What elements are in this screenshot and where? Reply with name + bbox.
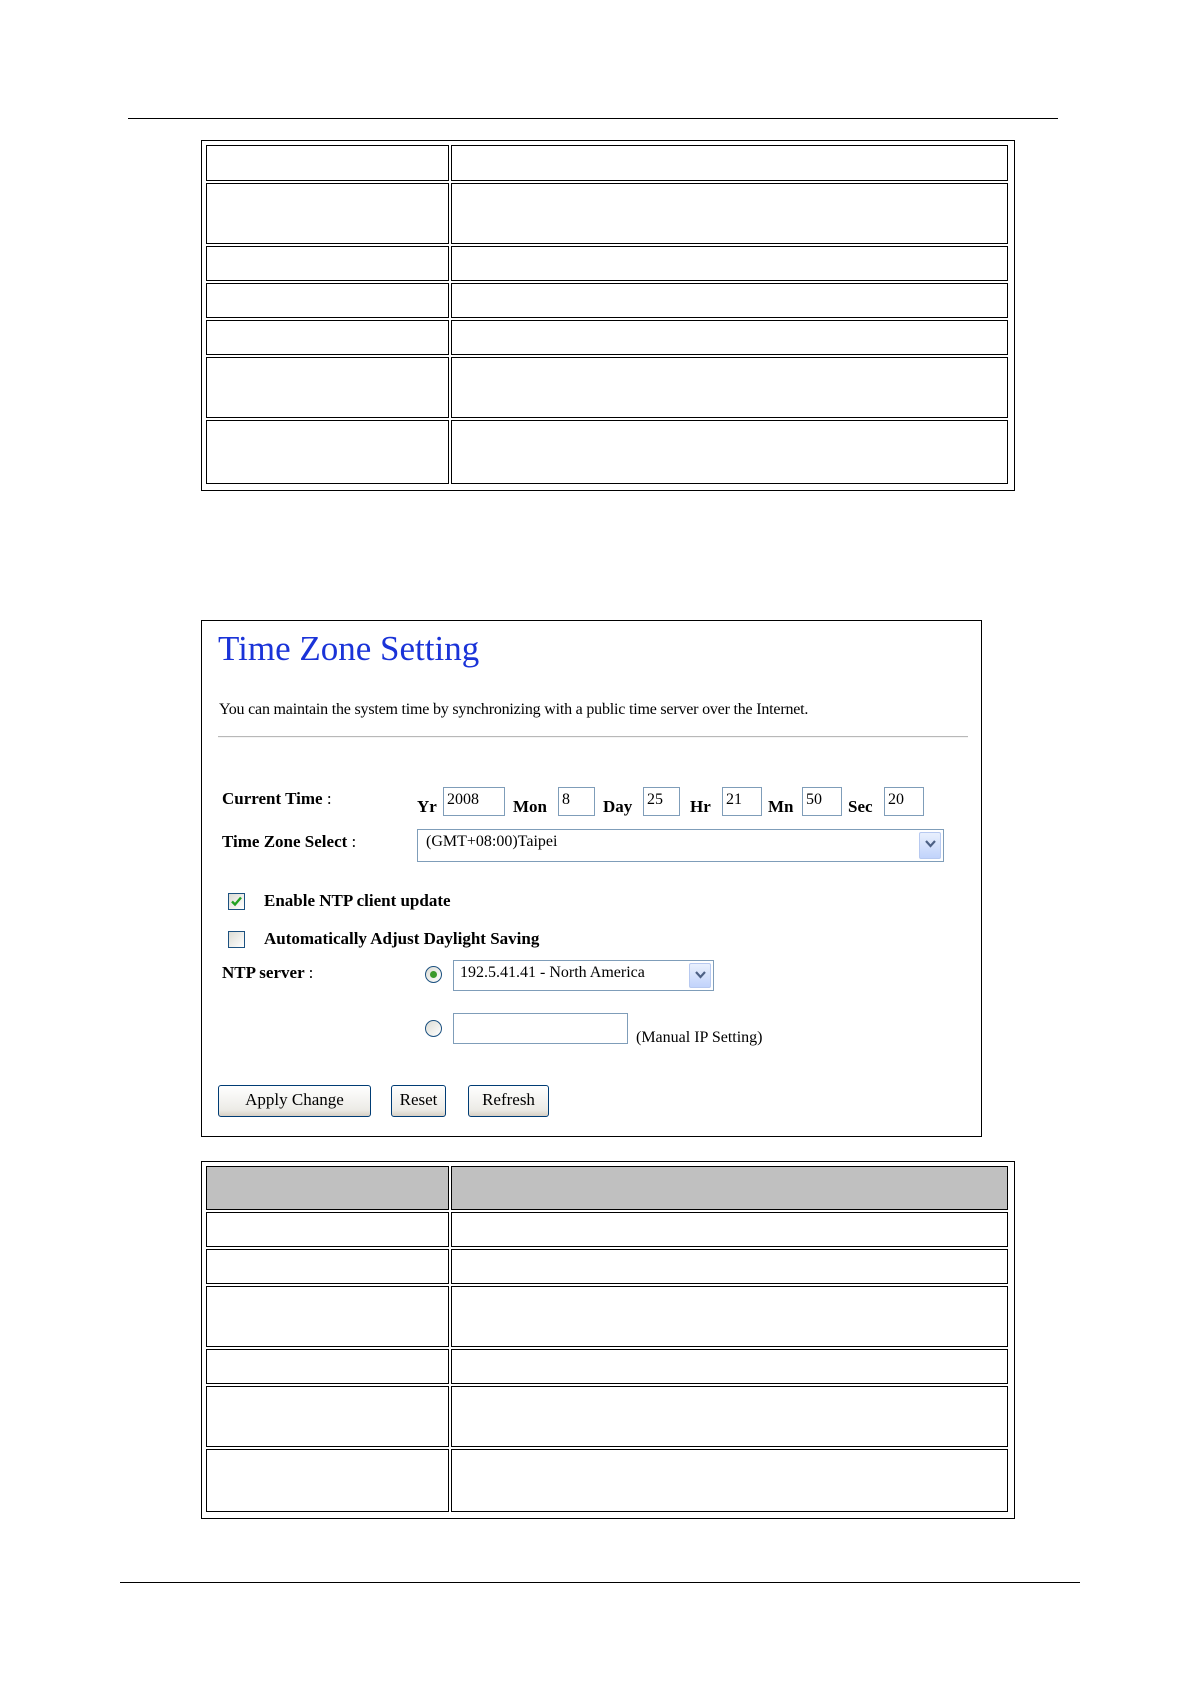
current-time-label: Current Time : [222, 789, 332, 808]
table-cell [451, 246, 1008, 281]
table-cell [206, 246, 449, 281]
manual-ip-input[interactable] [453, 1013, 628, 1044]
manual-ip-note: (Manual IP Setting) [636, 1029, 763, 1046]
time-zone-selected-value: (GMT+08:00)Taipei [426, 833, 558, 850]
table-cell [206, 1449, 449, 1512]
time-zone-label: Time Zone Select : [222, 832, 357, 851]
table-cell [206, 320, 449, 355]
month-label: Mon [513, 797, 547, 816]
reset-button[interactable]: Reset [391, 1085, 446, 1117]
table-cell [451, 1212, 1008, 1247]
header-rule [128, 118, 1058, 119]
table-cell [451, 145, 1008, 181]
table-cell [206, 1249, 449, 1284]
table-cell [451, 1386, 1008, 1447]
ntp-server-selected-value: 192.5.41.41 - North America [460, 964, 645, 981]
second-input[interactable]: 20 [884, 787, 924, 816]
year-label: Yr [417, 797, 437, 816]
second-label: Sec [848, 797, 873, 816]
hour-input[interactable]: 21 [722, 787, 762, 816]
footer-rule [120, 1582, 1080, 1583]
minute-label: Mn [768, 797, 794, 816]
ntp-preset-radio[interactable] [425, 966, 442, 983]
time-zone-select[interactable] [417, 829, 944, 862]
table-cell [451, 283, 1008, 318]
enable-ntp-checkbox[interactable] [228, 893, 245, 910]
apply-change-button[interactable]: Apply Change [218, 1085, 371, 1117]
ntp-server-select[interactable] [453, 960, 714, 991]
day-input[interactable]: 25 [643, 787, 680, 816]
minute-input[interactable]: 50 [802, 787, 842, 816]
enable-ntp-label: Enable NTP client update [264, 891, 451, 910]
table-cell [451, 1449, 1008, 1512]
page-title: Time Zone Setting [218, 629, 480, 668]
month-input[interactable]: 8 [558, 787, 595, 816]
upper-table [201, 140, 1015, 491]
daylight-saving-label: Automatically Adjust Daylight Saving [264, 929, 540, 948]
ntp-manual-radio[interactable] [425, 1020, 442, 1037]
table-cell [206, 1212, 449, 1247]
table-cell [451, 183, 1008, 244]
day-label: Day [603, 797, 633, 816]
table-cell [206, 1349, 449, 1384]
table-cell [206, 283, 449, 318]
table-cell [206, 357, 449, 418]
table-cell [451, 420, 1008, 484]
table-cell [206, 1386, 449, 1447]
table-cell [206, 420, 449, 484]
radio-selected-dot [430, 971, 437, 978]
table-cell [206, 183, 449, 244]
table-cell [451, 1349, 1008, 1384]
table-header-cell [206, 1166, 449, 1210]
chevron-down-icon[interactable] [919, 832, 941, 859]
hour-label: Hr [690, 797, 711, 816]
table-header-cell [451, 1166, 1008, 1210]
refresh-button[interactable]: Refresh [468, 1085, 549, 1117]
table-cell [206, 1286, 449, 1347]
year-input[interactable]: 2008 [443, 787, 505, 816]
divider [218, 736, 968, 738]
table-cell [451, 357, 1008, 418]
checkmark-icon [230, 895, 243, 908]
table-cell [451, 320, 1008, 355]
time-zone-setting-panel [201, 620, 982, 1137]
table-cell [451, 1286, 1008, 1347]
chevron-down-icon[interactable] [689, 963, 711, 988]
ntp-server-label: NTP server : [222, 963, 314, 982]
table-cell [451, 1249, 1008, 1284]
daylight-saving-checkbox[interactable] [228, 931, 245, 948]
page-description: You can maintain the system time by synchronizing with a public time server over the Internet. [219, 701, 809, 718]
table-cell [206, 145, 449, 181]
lower-table [201, 1161, 1015, 1519]
